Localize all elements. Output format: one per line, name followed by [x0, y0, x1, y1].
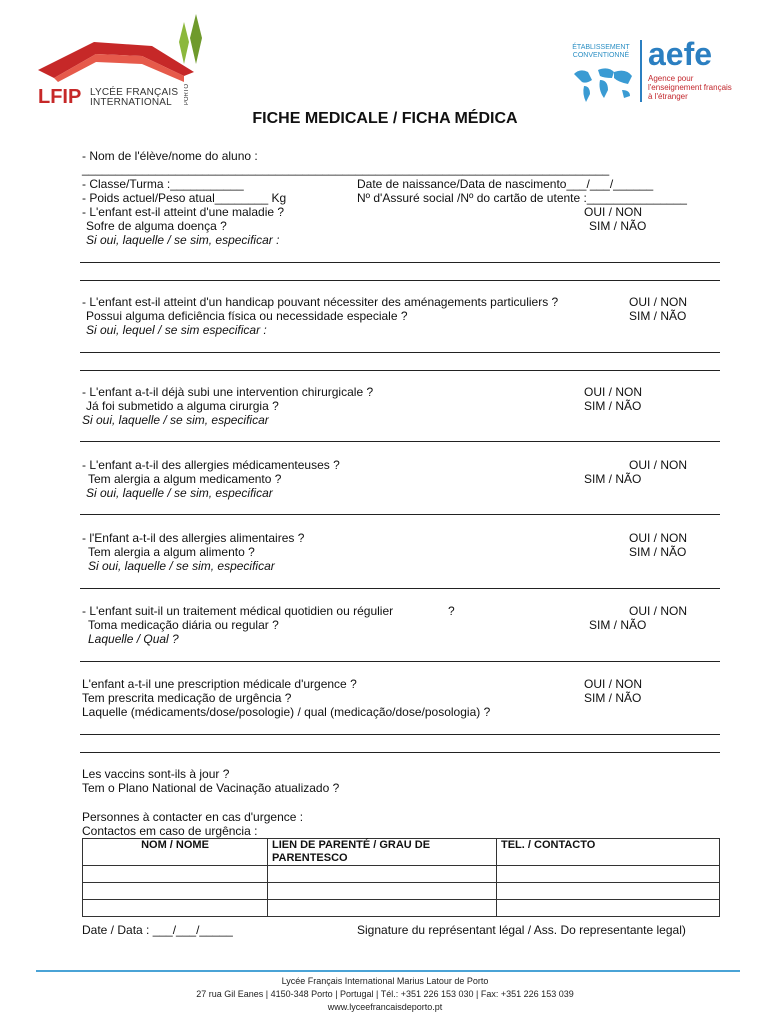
q1-yes-no-pt[interactable]: SIM / NÃO [589, 219, 647, 233]
q6-answer-line[interactable] [80, 661, 720, 662]
col-name-header: NOM / NOME [83, 839, 268, 866]
aefe-logo [566, 36, 746, 110]
q6-question-mark: ? [448, 604, 455, 618]
q5-fr: - l'Enfant a-t-il des allergies alimentaires ? [82, 531, 305, 545]
vaccines-fr: Les vaccins sont-ils à jour ? [82, 767, 230, 781]
table-cell[interactable] [497, 866, 720, 883]
contacts-pt: Contactos em caso de urgência : [82, 824, 258, 838]
table-cell[interactable] [268, 883, 497, 900]
table-header-row [83, 839, 720, 866]
table-cell[interactable] [497, 883, 720, 900]
vaccines-pt: Tem o Plano National de Vacinação atualizado ? [82, 781, 340, 795]
q7-answer-line-2[interactable] [80, 752, 720, 753]
q2-answer-line-1[interactable] [80, 352, 720, 353]
q4-fr: - L'enfant a-t-il des allergies médicamenteuses ? [82, 458, 340, 472]
lfip-logo [34, 12, 204, 112]
q6-pt: Toma medicação diária ou regular ? [88, 618, 279, 632]
q5-yes-no-fr[interactable]: OUI / NON [629, 531, 688, 545]
page-title: FICHE MEDICALE / FICHA MÉDICA [252, 110, 518, 127]
col-relation-header: LIEN DE PARENTÉ / GRAU DE PARENTESCO [268, 839, 497, 866]
q3-detail: Si oui, laquelle / se sim, especificar [82, 413, 269, 427]
signature-field[interactable]: Signature du représentant légal / Ass. Do representante legal) [357, 923, 686, 937]
q2-yes-no-pt[interactable]: SIM / NÃO [629, 309, 687, 323]
table-cell[interactable] [83, 883, 268, 900]
q5-pt: Tem alergia a algum alimento ? [88, 545, 255, 559]
contacts-fr: Personnes à contacter en cas d'urgence : [82, 810, 304, 824]
lfip-vertical: PORTO [184, 84, 190, 106]
q6-detail: Laquelle / Qual ? [88, 632, 179, 646]
table-cell[interactable] [268, 866, 497, 883]
q4-detail: Si oui, laquelle / se sim, especificar [86, 486, 273, 500]
q3-answer-line[interactable] [80, 441, 720, 442]
q3-yes-no-fr[interactable]: OUI / NON [584, 385, 643, 399]
social-security-field[interactable]: Nº d'Assuré social /Nº do cartão de utente :_______________ [357, 191, 687, 205]
lfip-line1: LYCÉE FRANÇAIS [90, 87, 179, 98]
q7-answer-line-1[interactable] [80, 734, 720, 735]
q6-yes-no-fr[interactable]: OUI / NON [629, 604, 688, 618]
date-field[interactable]: Date / Data : ___/___/_____ [82, 923, 233, 937]
q7-yes-no-fr[interactable]: OUI / NON [584, 677, 643, 691]
table-cell[interactable] [83, 866, 268, 883]
q5-answer-line[interactable] [80, 588, 720, 589]
q3-pt: Já foi submetido a alguma cirurgia ? [86, 399, 279, 413]
q7-pt: Tem prescrita medicação de urgência ? [82, 691, 292, 705]
table-cell[interactable] [268, 900, 497, 917]
table-row[interactable] [83, 900, 720, 917]
footer-line2: 27 rua Gil Eanes | 4150-348 Porto | Portugal | Tél.: +351 226 153 030 | Fax: +351 226 153 039 [196, 989, 574, 999]
q2-answer-line-2[interactable] [80, 370, 720, 371]
q6-fr: - L'enfant suit-il un traitement médical quotidien ou régulier [82, 604, 394, 618]
student-name-field[interactable]: _______________________________________________________________________________ [82, 162, 610, 176]
footer-divider [36, 970, 740, 972]
q2-yes-no-fr[interactable]: OUI / NON [629, 295, 688, 309]
q2-fr: - L'enfant est-il atteint d'un handicap pouvant nécessiter des aménagements particuliers ? [82, 295, 559, 309]
q7-yes-no-pt[interactable]: SIM / NÃO [584, 691, 642, 705]
etab-line1: ÉTABLISSEMENT [572, 44, 630, 51]
q5-detail: Si oui, laquelle / se sim, especificar [88, 559, 275, 573]
q1-pt: Sofre de alguma doença ? [86, 219, 227, 233]
q1-fr: - L'enfant est-il atteint d'une maladie ? [82, 205, 285, 219]
footer-line1: Lycée Français International Marius Latour de Porto [281, 976, 489, 986]
lfip-line2: INTERNATIONAL [90, 97, 172, 108]
table-row[interactable] [83, 883, 720, 900]
table-row[interactable] [83, 866, 720, 883]
q2-pt: Possui alguma deficiência física ou necessidade especiale ? [86, 309, 408, 323]
aefe-sub-line3: à l'étranger [648, 92, 688, 101]
q4-yes-no-fr[interactable]: OUI / NON [629, 458, 688, 472]
weight-field[interactable]: - Poids actuel/Peso atual________ Kg [82, 191, 287, 205]
footer-link[interactable]: www.lyceefrancaisdeporto.pt [327, 1002, 443, 1012]
q7-detail: Laquelle (médicaments/dose/posologie) / qual (medicação/dose/posologia) ? [82, 705, 491, 719]
q1-answer-line-2[interactable] [80, 280, 720, 281]
table-cell[interactable] [83, 900, 268, 917]
q1-detail: Si oui, laquelle / se sim, especificar : [86, 233, 280, 247]
q4-yes-no-pt[interactable]: SIM / NÃO [584, 472, 642, 486]
class-field[interactable]: - Classe/Turma :___________ [82, 177, 244, 191]
q1-answer-line-1[interactable] [80, 262, 720, 263]
contacts-table [82, 838, 720, 917]
q4-pt: Tem alergia a algum medicamento ? [88, 472, 282, 486]
q6-yes-no-pt[interactable]: SIM / NÃO [589, 618, 647, 632]
q4-answer-line[interactable] [80, 514, 720, 515]
aefe-brand: aefe [648, 36, 713, 72]
q3-fr: - L'enfant a-t-il déjà subi une intervention chirurgicale ? [82, 385, 374, 399]
q7-fr: L'enfant a-t-il une prescription médicale d'urgence ? [82, 677, 357, 691]
table-cell[interactable] [497, 900, 720, 917]
q5-yes-no-pt[interactable]: SIM / NÃO [629, 545, 687, 559]
lfip-brand: LFIP [38, 86, 82, 108]
col-phone-header: TEL. / CONTACTO [497, 839, 720, 866]
aefe-sub-line1: Agence pour [648, 74, 694, 83]
world-map-icon [570, 64, 634, 104]
q3-yes-no-pt[interactable]: SIM / NÃO [584, 399, 642, 413]
student-name-label: - Nom de l'élève/nome do aluno : [82, 149, 258, 163]
etab-line2: CONVENTIONNÉ [572, 52, 630, 59]
q2-detail: Si oui, lequel / se sim especificar : [86, 323, 267, 337]
birthdate-field[interactable]: Date de naissance/Data de nascimento___/___/______ [357, 177, 654, 191]
q1-yes-no-fr[interactable]: OUI / NON [584, 205, 643, 219]
aefe-sub-line2: l'enseignement français [648, 83, 732, 92]
